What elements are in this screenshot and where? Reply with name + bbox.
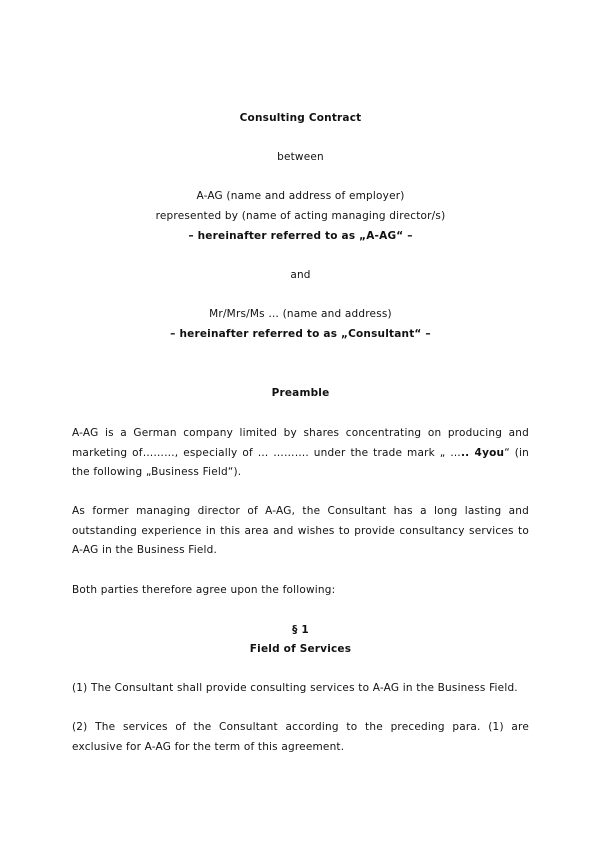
preamble-p1-text: A-AG is a German company limited by shares concentrating on producing and marketing of………, especially of … ………. under the trade mark „ … — [72, 427, 529, 459]
consultant-name: Mr/Mrs/Ms … (name and address) — [209, 308, 392, 320]
preamble-paragraph-1 — [72, 424, 529, 483]
contract-title: Consulting Contract — [239, 112, 362, 124]
employer-representative: represented by (name of acting managing director/s) — [155, 210, 446, 222]
preamble-paragraph-2: As former managing director of A-AG, the Consultant has a long lasting and outstanding experience in this area and wishes to provide consultancy services to A-AG in the Business Field. — [72, 505, 529, 556]
section1-paragraph-1: (1) The Consultant shall provide consulting services to A-AG in the Business Field. — [72, 682, 518, 694]
section1-paragraph-2: (2) The services of the Consultant according to the preceding para. (1) are exclusive for A-AG for the term of this agreement. — [72, 721, 529, 753]
section-number: § 1 — [292, 624, 309, 636]
preamble-p1-end: “ (in the following „Business Field“). — [72, 446, 529, 478]
trademark-text: .. 4you — [460, 446, 505, 459]
preamble-heading: Preamble — [271, 387, 330, 399]
employer-name: A-AG (name and address of employer) — [196, 190, 405, 202]
consultant-reference: – hereinafter referred to as „Consultant“ – — [170, 328, 431, 340]
section-title: Field of Services — [249, 643, 352, 655]
and-text: and — [290, 269, 311, 281]
employer-reference: – hereinafter referred to as „A-AG“ – — [188, 230, 413, 242]
preamble-paragraph-3: Both parties therefore agree upon the following: — [72, 584, 336, 596]
between-text: between — [277, 151, 324, 163]
